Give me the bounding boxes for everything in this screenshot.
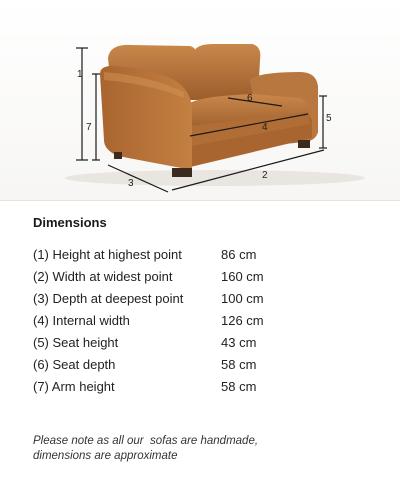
dimension-value: 160 cm [221,268,264,284]
leg-back-left [114,152,122,159]
dimensions-heading: Dimensions [33,215,107,230]
back-cushion-right [194,44,260,100]
dimension-value: 100 cm [221,290,264,306]
note-line-2: dimensions are approximate [33,450,178,462]
dimension-value: 58 cm [221,356,257,372]
dimension-label: (3) Depth at deepest point [33,290,184,306]
note-line-1: Please note as all our sofas are handmade, [33,435,259,447]
dimension-row [33,287,373,309]
dimension-row [33,375,373,397]
dimension-row [33,309,373,331]
dimension-row [33,265,373,287]
dimension-value: 58 cm [221,378,257,394]
dimension-label: (7) Arm height [33,378,115,394]
floor-shadow [65,170,365,186]
dimension-row [33,243,373,265]
callout-3: 3 [128,178,134,189]
dimension-label: (5) Seat height [33,334,119,350]
dimension-label: (4) Internal width [33,312,130,328]
dimension-label: (2) Width at widest point [33,268,173,284]
leg-front-right [298,140,310,148]
dimension-value: 126 cm [221,312,264,328]
callout-6: 6 [247,93,253,104]
handmade-note [33,434,373,464]
callout-4: 4 [262,122,268,133]
sofa-illustration [0,0,400,200]
dimension-row [33,353,373,375]
dimension-row [33,331,373,353]
callout-1: 1 [77,69,83,80]
section-divider [0,200,400,201]
leg-front-left [172,168,192,177]
callout-5: 5 [326,113,332,124]
callout-2: 2 [262,170,268,181]
dimension-label: (1) Height at highest point [33,246,182,262]
product-image [0,0,400,200]
callout-7: 7 [86,122,92,133]
dimension-value: 43 cm [221,334,257,350]
dimension-value: 86 cm [221,246,257,262]
dimension-label: (6) Seat depth [33,356,116,372]
dimensions-list [33,243,373,397]
